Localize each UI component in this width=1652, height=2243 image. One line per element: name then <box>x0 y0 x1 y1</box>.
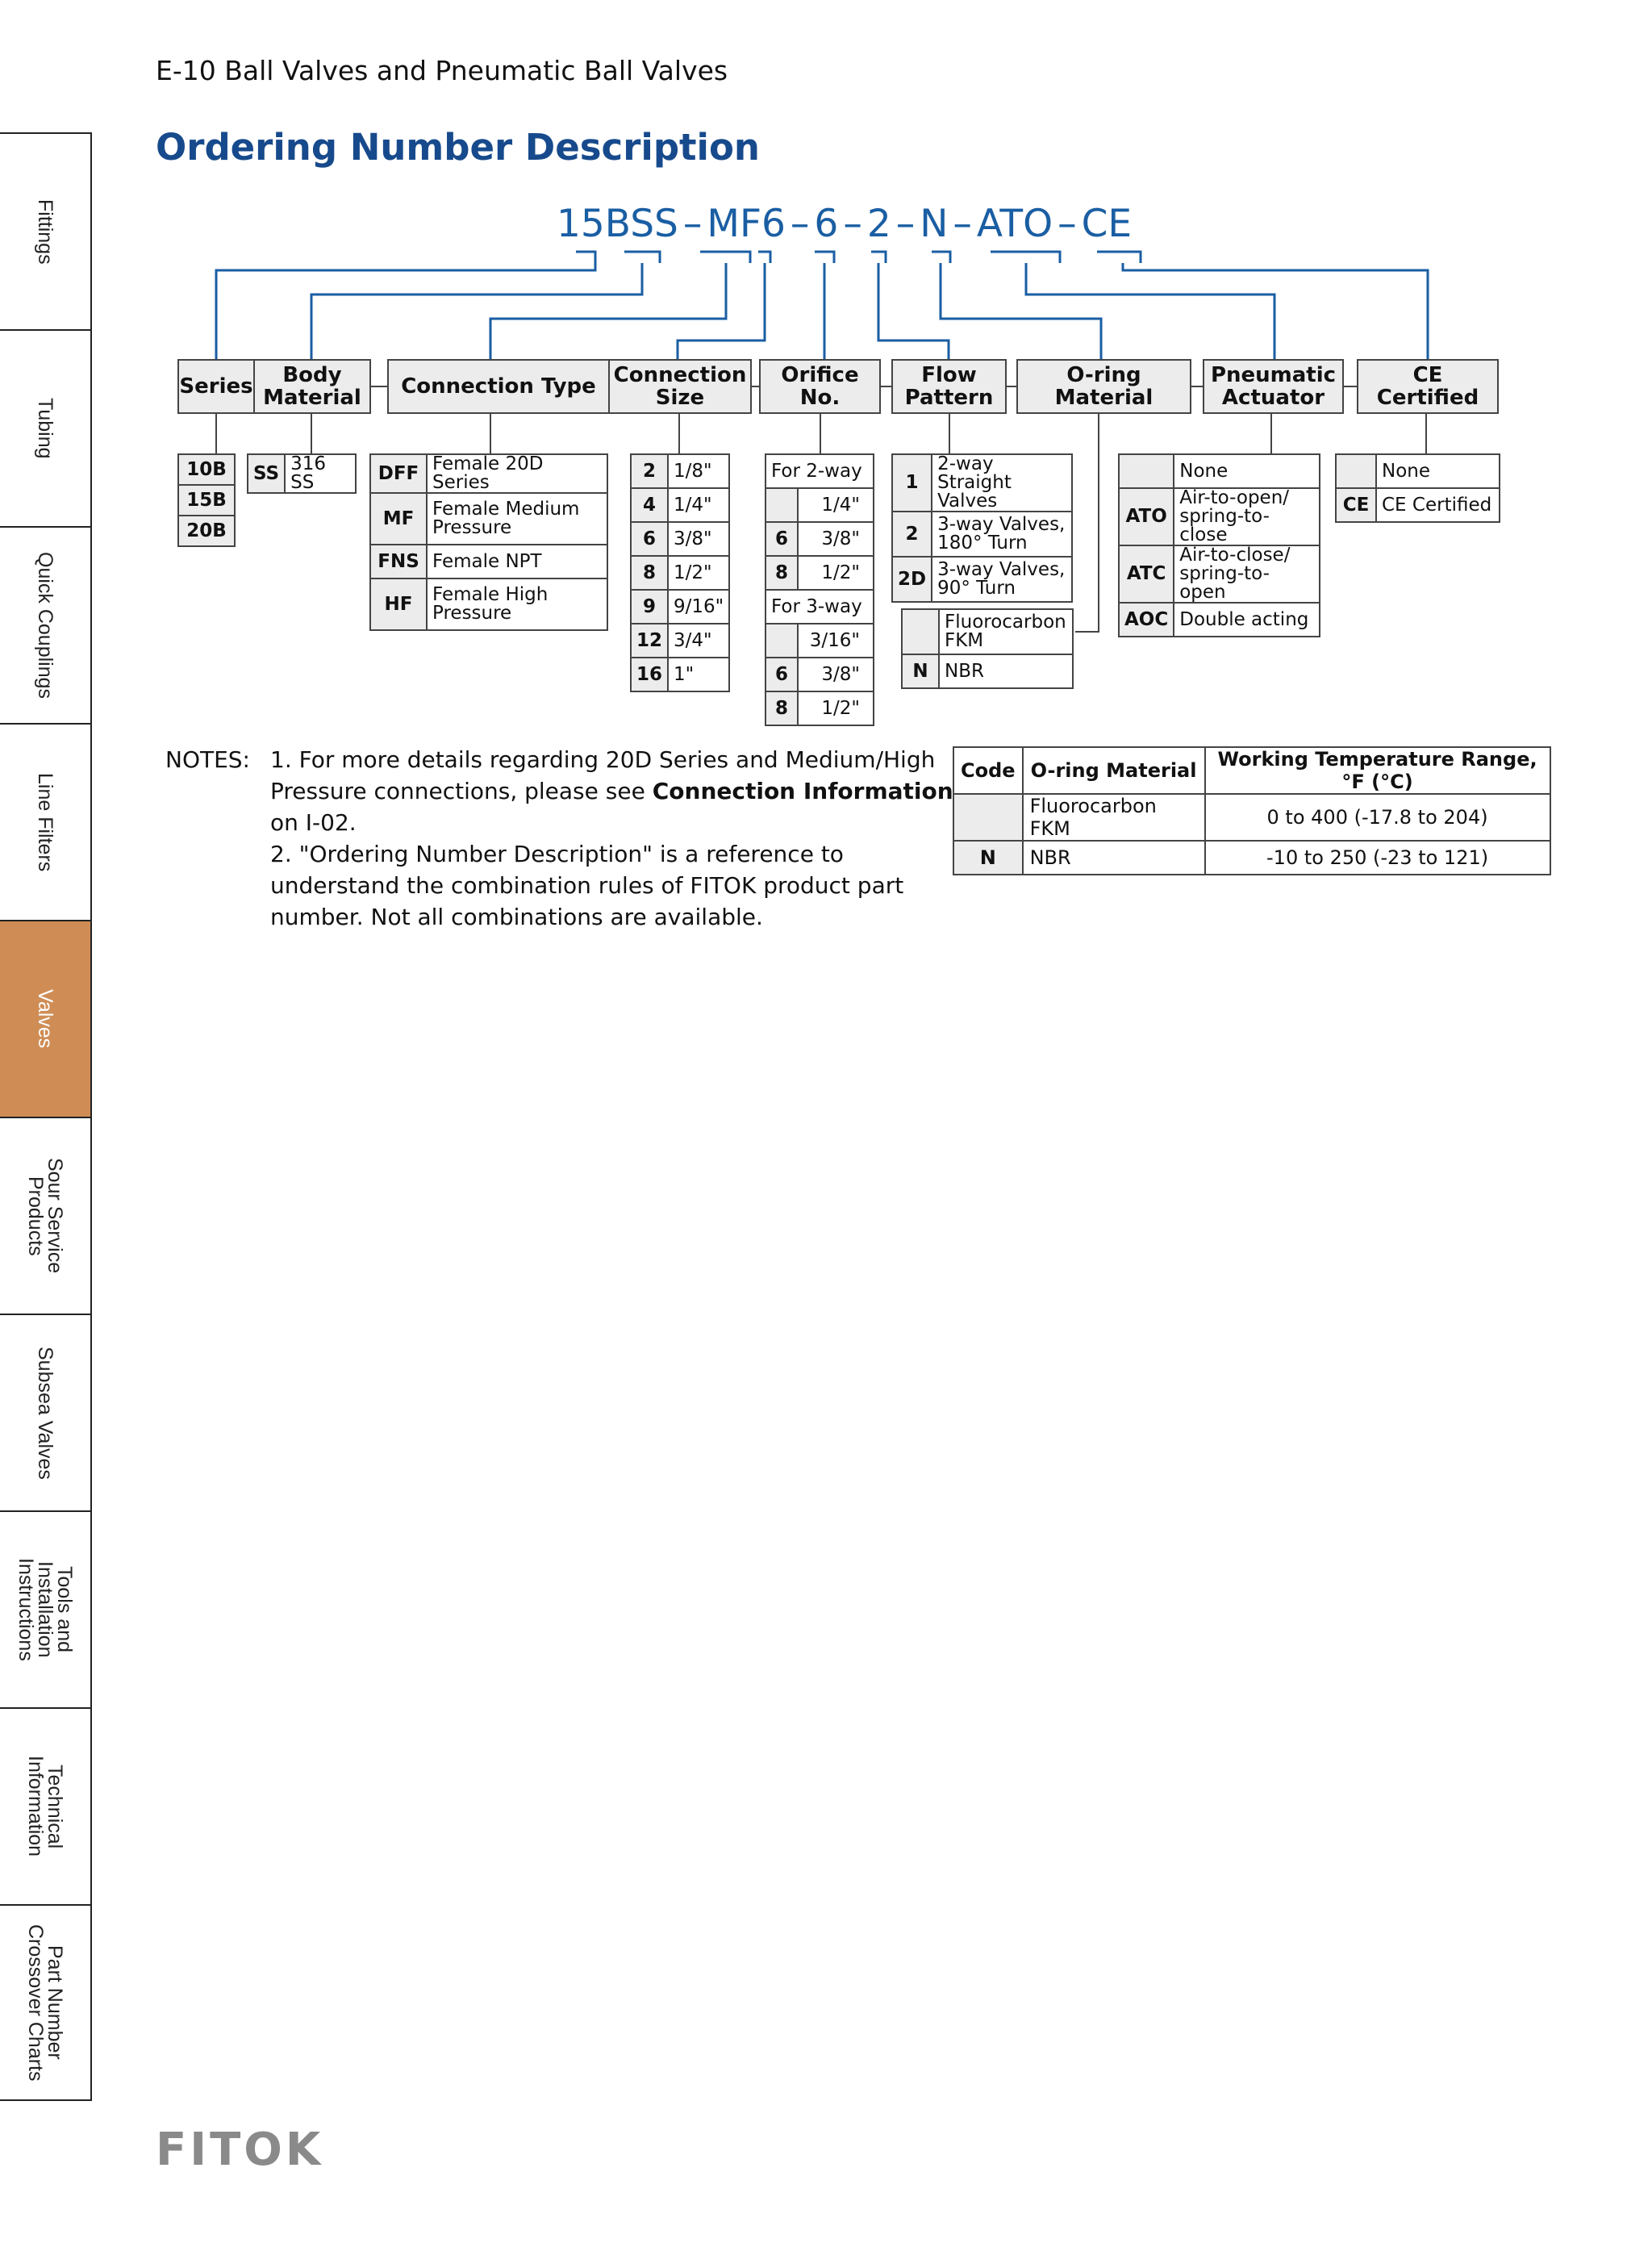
table-row: N NBR -10 to 250 (-23 to 121) <box>953 841 1550 875</box>
fitok-logo: FITOK <box>156 2124 324 2176</box>
code-segment: N <box>920 202 949 246</box>
table-row: FNS Female NPT <box>370 545 607 579</box>
table-row: 9 9/16" <box>631 590 729 624</box>
table-row: 8 1/2" <box>766 691 874 725</box>
table-row: N NBR <box>902 654 1073 688</box>
col-range: Working Temperature Range, °F (°C) <box>1205 747 1550 794</box>
code-segment: MF6 <box>707 202 786 246</box>
table-row: 15B <box>178 485 235 516</box>
side-tab-valves[interactable]: Valves <box>0 920 92 1117</box>
table-row: ATC Air-to-close/ spring-to-open <box>1119 545 1320 603</box>
body-material-options <box>247 453 357 494</box>
oring-material-header: O-ring Material <box>1016 359 1191 414</box>
table-row: 1 2-way Straight Valves <box>892 454 1072 512</box>
part-number-code: 15BSS – MF6 – 6 – 2 – N – ATO – CE <box>557 202 1133 246</box>
table-row: 1/4" <box>766 488 874 522</box>
orifice-options <box>765 453 874 726</box>
table-row: 2 1/8" <box>631 454 729 488</box>
side-tab-sour-service-products[interactable]: Sour Service Products <box>0 1117 92 1314</box>
code-segment: CE <box>1081 202 1133 246</box>
pneumatic-actuator-header: Pneumatic Actuator <box>1203 359 1344 414</box>
col-material: O-ring Material <box>1023 747 1205 794</box>
code-segment: 15BSS <box>557 202 678 246</box>
series-options <box>177 453 236 547</box>
col-code: Code <box>953 747 1023 794</box>
series-body-header <box>177 359 371 414</box>
side-tab-part-number-crossover-charts[interactable]: Part Number Crossover Charts <box>0 1904 92 2101</box>
table-row: For 2-way <box>766 454 874 488</box>
side-tab-line-filters[interactable]: Line Filters <box>0 723 92 920</box>
ce-options <box>1335 453 1500 523</box>
table-row: 10B <box>178 454 235 485</box>
table-row: 6 3/8" <box>631 522 729 556</box>
table-row: 2D 3-way Valves, 90° Turn <box>892 557 1072 602</box>
table-row: 12 3/4" <box>631 624 729 658</box>
table-row: Fluorocarbon FKM <box>902 609 1073 654</box>
table-row: 6 3/8" <box>766 658 874 691</box>
table-row: 6 3/8" <box>766 522 874 556</box>
side-tab-quick-couplings[interactable]: Quick Couplings <box>0 526 92 723</box>
table-row: ATO Air-to-open/ spring-to-close <box>1119 488 1320 545</box>
series-header: Series <box>179 361 255 412</box>
table-row: None <box>1336 454 1500 488</box>
table-row: Fluorocarbon FKM 0 to 400 (-17.8 to 204) <box>953 794 1550 841</box>
table-row: 16 1" <box>631 658 729 691</box>
connection-size-header: Connection Size <box>613 363 747 410</box>
table-row: 3/16" <box>766 624 874 658</box>
connection-size-options <box>630 453 730 692</box>
ce-certified-header: CE Certified <box>1357 359 1499 414</box>
table-row: None <box>1119 454 1320 488</box>
body-material-header: Body Material <box>263 363 361 410</box>
actuator-options <box>1118 453 1320 637</box>
code-segment: 6 <box>814 202 839 246</box>
connection-header <box>387 359 752 414</box>
side-tab-technical-information[interactable]: Technical Information <box>0 1707 92 1904</box>
page-header: E-10 Ball Valves and Pneumatic Ball Valves <box>156 55 728 86</box>
table-row: For 3-way <box>766 590 874 624</box>
code-segment: 2 <box>866 202 891 246</box>
table-row: HF Female High Pressure <box>370 579 607 630</box>
orifice-header: Orifice No. <box>759 359 881 414</box>
side-tab-fittings[interactable]: Fittings <box>0 132 92 329</box>
flow-pattern-header: Flow Pattern <box>891 359 1007 414</box>
table-row: 8 1/2" <box>631 556 729 590</box>
side-tab-tubing[interactable]: Tubing <box>0 329 92 526</box>
notes-section <box>165 744 956 933</box>
table-row: 2 3-way Valves, 180° Turn <box>892 512 1072 557</box>
flow-pattern-options <box>891 453 1073 603</box>
connection-type-options <box>369 453 608 631</box>
oring-options <box>901 608 1074 689</box>
notes-label: NOTES: <box>165 746 250 773</box>
code-segment: ATO <box>976 202 1053 246</box>
table-row: 20B <box>178 516 235 546</box>
table-row: 4 1/4" <box>631 488 729 522</box>
table-row: 8 1/2" <box>766 556 874 590</box>
table-row: AOC Double acting <box>1119 603 1320 637</box>
table-row: DFF Female 20D Series <box>370 454 607 493</box>
temperature-range-table <box>953 746 1551 875</box>
table-row: MF Female Medium Pressure <box>370 493 607 545</box>
page-title: Ordering Number Description <box>156 126 760 169</box>
table-row: SS 316 SS <box>248 454 356 493</box>
table-row: CE CE Certified <box>1336 488 1500 522</box>
note-2: 2. "Ordering Number Description" is a reference to understand the combination rules of FITOK product part number. Not all combinations are available. <box>270 841 904 930</box>
side-tab-subsea-valves[interactable]: Subsea Valves <box>0 1314 92 1510</box>
side-tab-tools-and-installation-instructions[interactable]: Tools and Installation Instructions <box>0 1510 92 1707</box>
note-1: 1. For more details regarding 20D Series and Medium/High Pressure connections, please see Connection Information on I-02. <box>270 746 953 836</box>
connection-type-header: Connection Type <box>389 361 610 412</box>
